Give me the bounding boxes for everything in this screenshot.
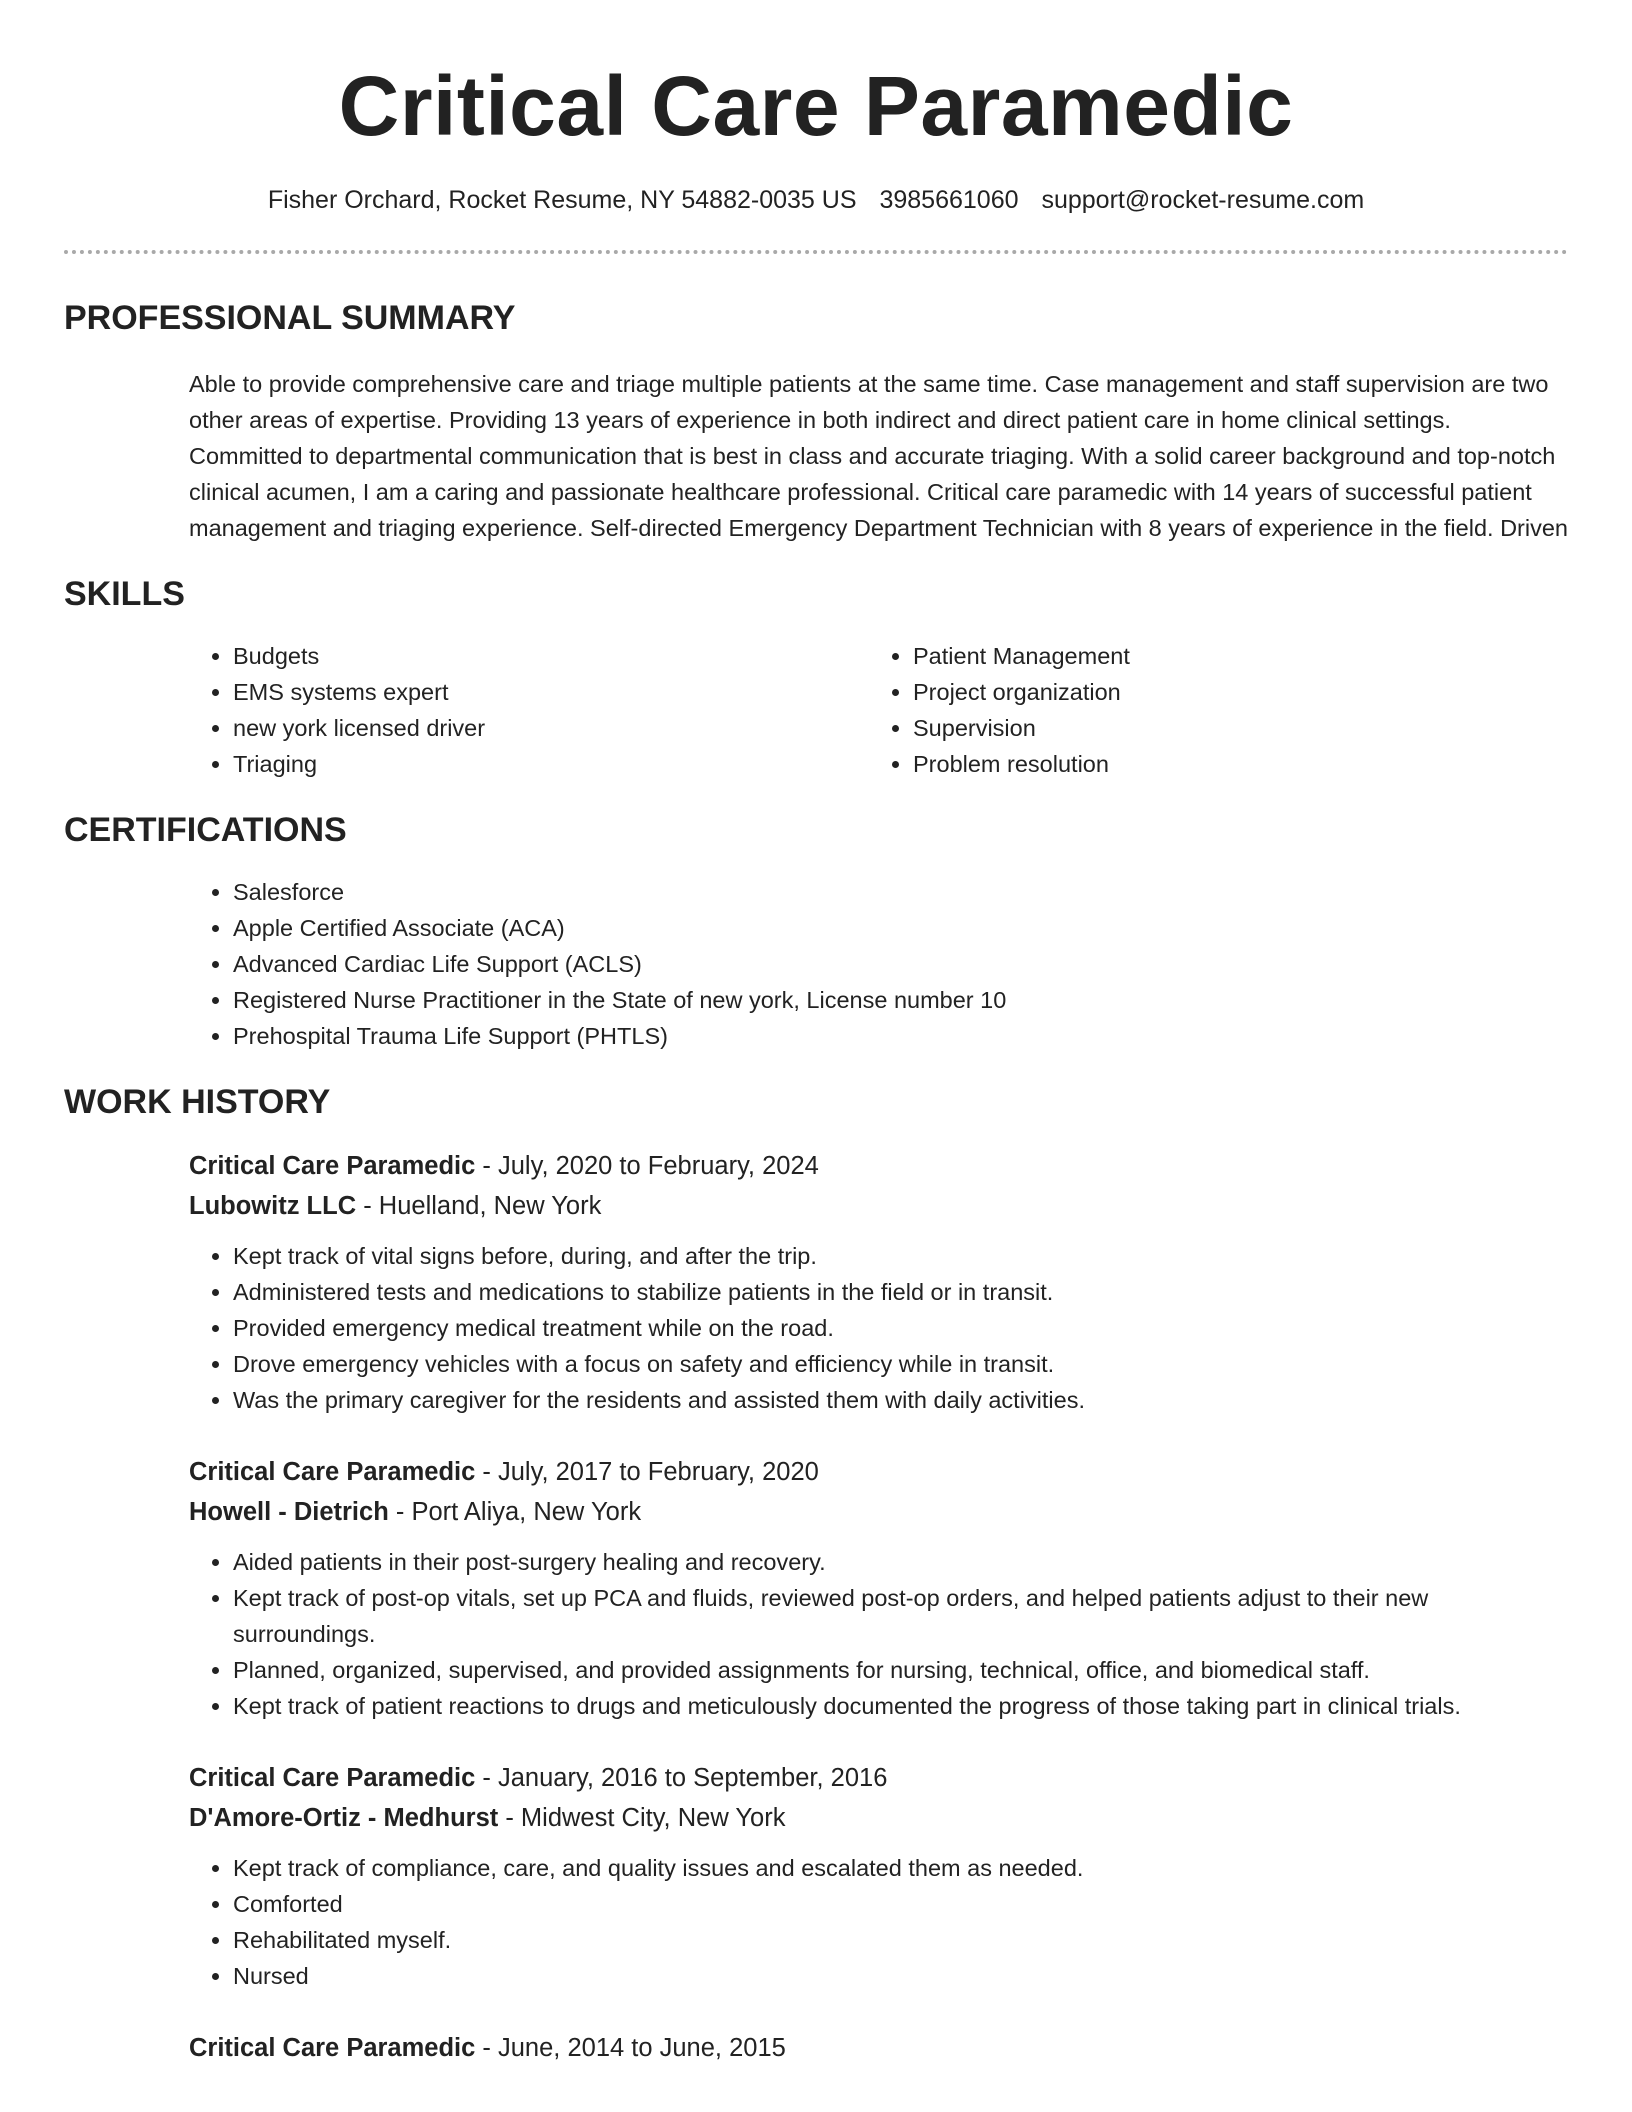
job-bullets xyxy=(189,1238,1568,1418)
work-history-heading: WORK HISTORY xyxy=(64,1083,331,1121)
job-bullet: • Kept track of compliance, care, and quality issues and escalated them as needed. xyxy=(233,1850,1568,1886)
job-title-line: Critical Care Paramedic - January, 2016 to September, 2016 xyxy=(189,1764,888,1792)
skills-column-left xyxy=(189,638,869,782)
job-bullet: • Drove emergency vehicles with a focus on safety and efficiency while in transit. xyxy=(233,1346,1568,1382)
job-bullet: • Rehabilitated myself. xyxy=(233,1922,1568,1958)
job-title: Critical Care Paramedic xyxy=(189,1764,476,1792)
contact-line xyxy=(64,184,1568,216)
job-bullets xyxy=(189,1850,1568,1994)
job-company-line: D'Amore-Ortiz - Medhurst - Midwest City, New York xyxy=(189,1804,786,1832)
summary-text: Able to provide comprehensive care and triage multiple patients at the same time. Case management and staff supervision are two other areas of expertise. Providing 13 years of experience in both indirect and direct patient care in home clinical settings. Committed to departmental communication that is best in class and accurate triaging. With a solid career background and top-notch clinical acumen, I am a caring and passionate healthcare professional. Critical care paramedic with 14 years of successful patient management and triaging experience. Self-directed Emergency Department Technician with 8 years of experience in the field. Driven xyxy=(189,371,1568,541)
certifications-heading: CERTIFICATIONS xyxy=(64,811,347,849)
skill-item: • Supervision xyxy=(913,710,1513,746)
job-dates: July, 2020 to February, 2024 xyxy=(498,1152,819,1180)
job-bullet: • Was the primary caregiver for the residents and assisted them with daily activities. xyxy=(233,1382,1568,1418)
job-bullet: • Administered tests and medications to stabilize patients in the field or in transit. xyxy=(233,1274,1568,1310)
job-title: Critical Care Paramedic xyxy=(189,2034,476,2062)
certifications-list xyxy=(189,874,1568,1054)
skills-column-right xyxy=(869,638,1513,782)
job-title-line: Critical Care Paramedic - July, 2017 to February, 2020 xyxy=(189,1458,819,1486)
skill-item: • Budgets xyxy=(233,638,869,674)
job-dates: July, 2017 to February, 2020 xyxy=(498,1458,819,1486)
job-entry xyxy=(189,2028,1568,2068)
job-bullet: • Provided emergency medical treatment while on the road. xyxy=(233,1310,1568,1346)
job-dates: January, 2016 to September, 2016 xyxy=(498,1764,888,1792)
job-title: Critical Care Paramedic xyxy=(189,1152,476,1180)
skills-heading: SKILLS xyxy=(64,575,185,613)
job-bullets xyxy=(189,1544,1568,1724)
job-company-line: Howell - Dietrich - Port Aliya, New York xyxy=(189,1498,642,1526)
contact-phone: 3985661060 xyxy=(879,186,1019,214)
job-company: D'Amore-Ortiz - Medhurst xyxy=(189,1804,499,1832)
job-bullet: • Kept track of post-op vitals, set up PCA and fluids, reviewed post-op orders, and helped patients adjust to their new surroundings. xyxy=(233,1580,1568,1652)
job-title-line: Critical Care Paramedic - June, 2014 to June, 2015 xyxy=(189,2034,786,2062)
resume-title: Critical Care Paramedic xyxy=(338,59,1294,153)
job-location: Midwest City, New York xyxy=(520,1804,786,1832)
skill-item: • Problem resolution xyxy=(913,746,1513,782)
job-bullet: • Aided patients in their post-surgery healing and recovery. xyxy=(233,1544,1568,1580)
contact-email: support@rocket-resume.com xyxy=(1041,186,1365,214)
job-bullet: • Nursed xyxy=(233,1958,1568,1994)
header-divider xyxy=(64,250,1568,254)
job-bullet: • Kept track of patient reactions to drugs and meticulously documented the progress of those taking part in clinical trials. xyxy=(233,1688,1568,1724)
skills-list xyxy=(189,638,1568,782)
job-company: Lubowitz LLC xyxy=(189,1192,357,1220)
resume-page xyxy=(64,0,1568,2068)
certification-item: • Salesforce xyxy=(233,874,1568,910)
skill-item: • EMS systems expert xyxy=(233,674,869,710)
job-dates: June, 2014 to June, 2015 xyxy=(498,2034,786,2062)
job-entry xyxy=(189,1146,1568,1418)
certification-item: • Advanced Cardiac Life Support (ACLS) xyxy=(233,946,1568,982)
job-title: Critical Care Paramedic xyxy=(189,1458,476,1486)
job-bullet: • Comforted xyxy=(233,1886,1568,1922)
certification-item: • Apple Certified Associate (ACA) xyxy=(233,910,1568,946)
job-title-line: Critical Care Paramedic - July, 2020 to February, 2024 xyxy=(189,1152,819,1180)
summary-heading: PROFESSIONAL SUMMARY xyxy=(64,299,516,337)
job-entry xyxy=(189,1758,1568,1994)
skill-item: • Project organization xyxy=(913,674,1513,710)
job-bullet: • Planned, organized, supervised, and provided assignments for nursing, technical, office, and biomedical staff. xyxy=(233,1652,1568,1688)
job-location: Huelland, New York xyxy=(378,1192,602,1220)
job-company: Howell - Dietrich xyxy=(189,1498,389,1526)
skill-item: • new york licensed driver xyxy=(233,710,869,746)
contact-address: Fisher Orchard, Rocket Resume, NY 54882-0035 US xyxy=(267,186,857,214)
skill-item: • Triaging xyxy=(233,746,869,782)
certification-item: • Prehospital Trauma Life Support (PHTLS) xyxy=(233,1018,1568,1054)
job-company-line: Lubowitz LLC - Huelland, New York xyxy=(189,1192,602,1220)
job-location: Port Aliya, New York xyxy=(411,1498,642,1526)
job-entry xyxy=(189,1452,1568,1724)
job-bullet: • Kept track of vital signs before, during, and after the trip. xyxy=(233,1238,1568,1274)
skill-item: • Patient Management xyxy=(913,638,1513,674)
certification-item: • Registered Nurse Practitioner in the State of new york, License number 10 xyxy=(233,982,1568,1018)
